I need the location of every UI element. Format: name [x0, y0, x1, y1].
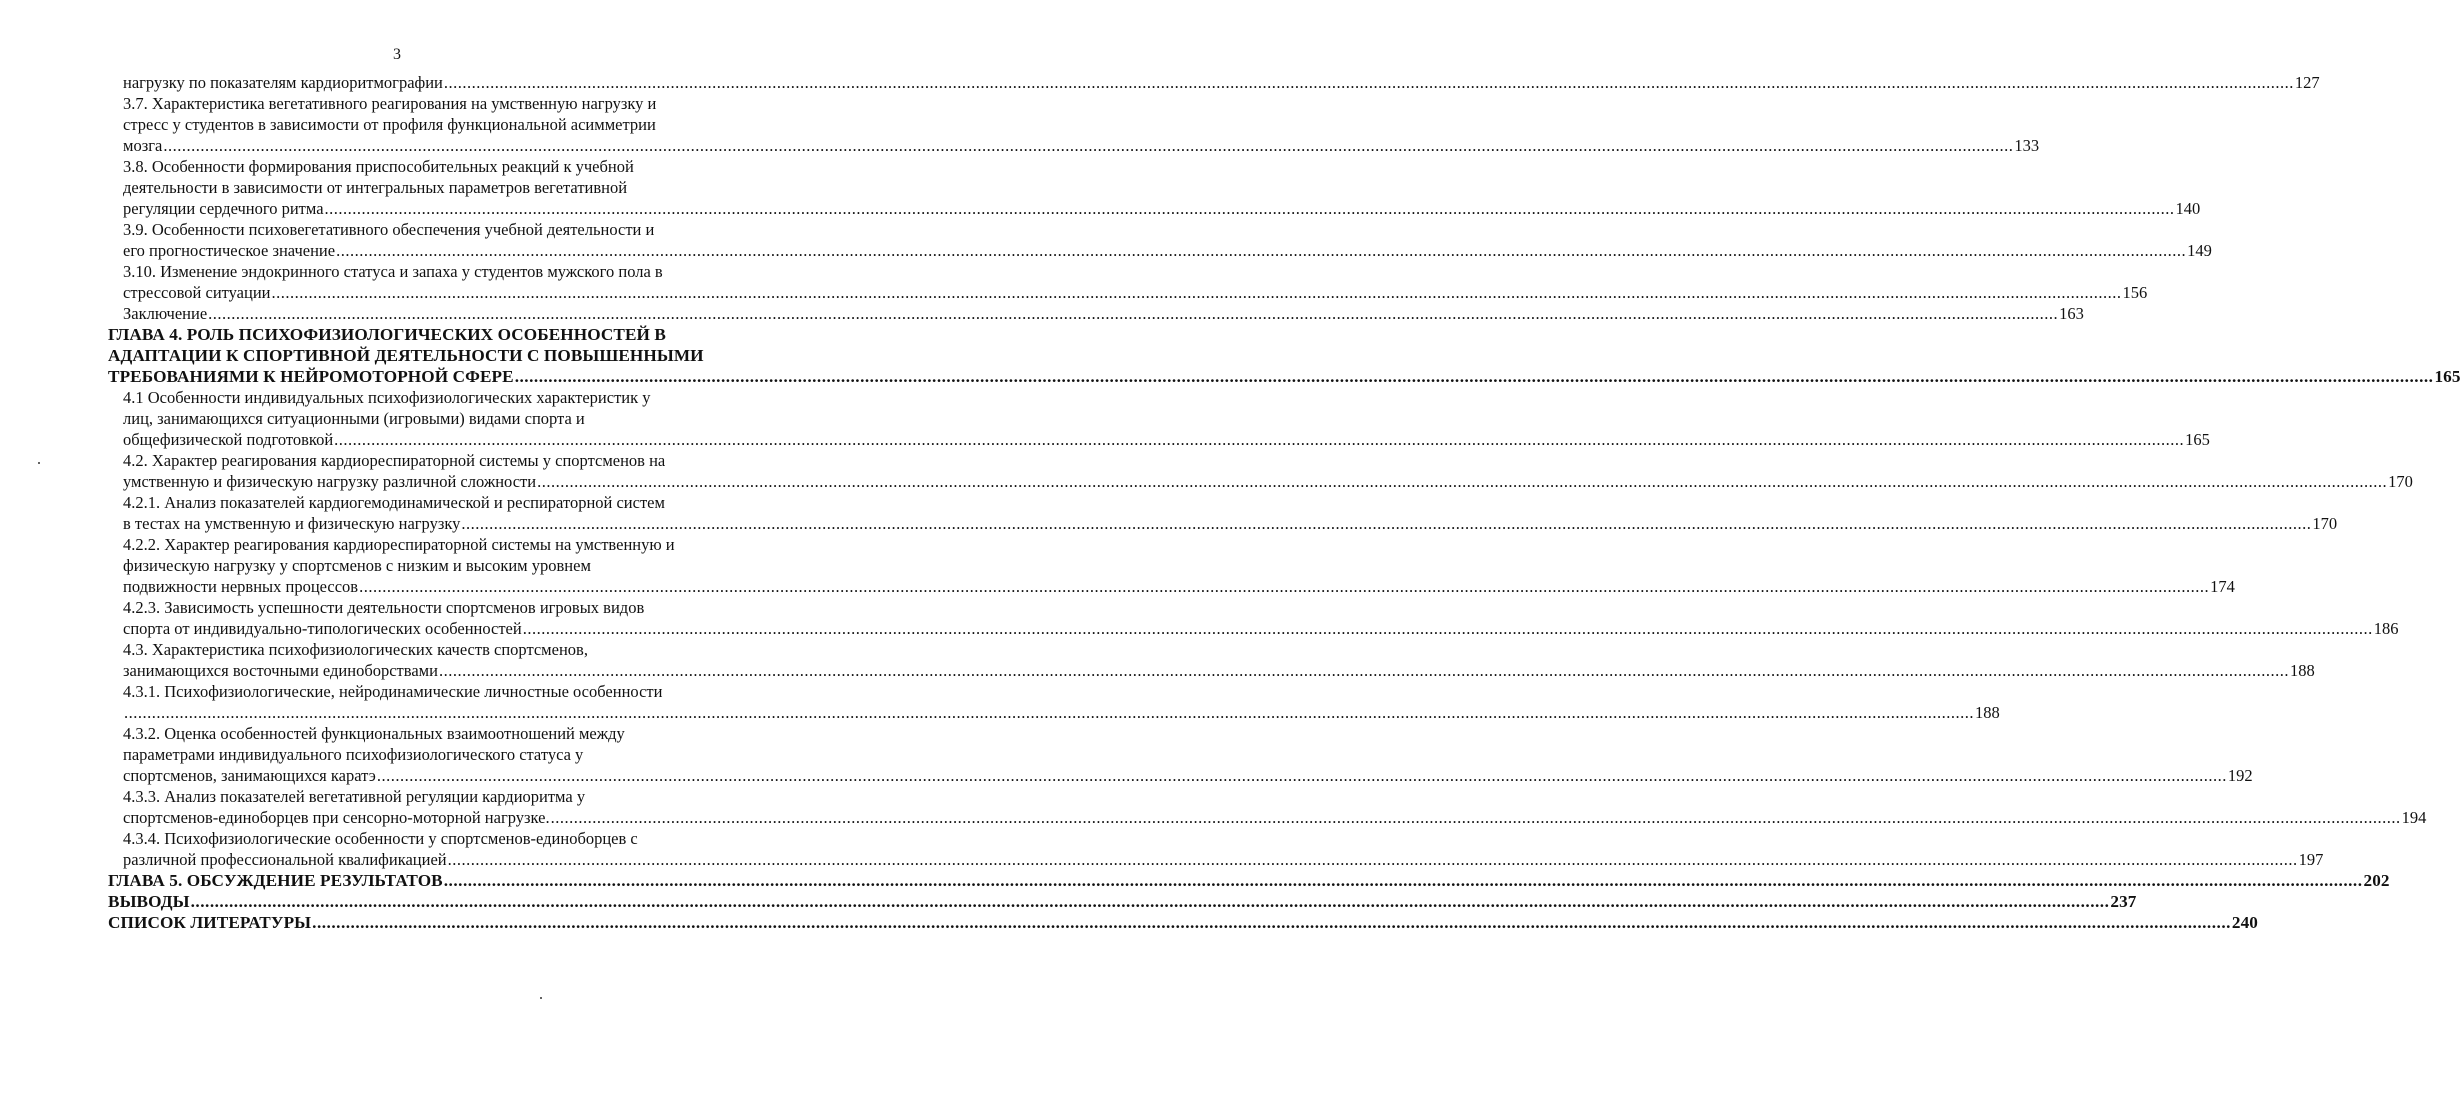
toc-section-entry [108, 534, 2235, 597]
toc-entry-title: в тестах на умственную и физическую нагрузку [123, 514, 461, 533]
toc-entry-leader-line [123, 198, 2201, 219]
toc-entry-line: 4.3.1. Психофизиологические, нейродинамические личностные особенности [123, 682, 663, 701]
toc-page-number: 127 [2294, 73, 2320, 92]
toc-entry-line: 3.8. Особенности формирования приспособительных реакций к учебной [123, 157, 634, 176]
toc-page-number: 240 [2231, 913, 2258, 932]
toc-entry-leader-line [123, 429, 2210, 450]
dot-leader: ................................................................................................................................................................................................................................................................................................................................................................................................................ [443, 871, 2363, 890]
toc-entry-line: физическую нагрузку у спортсменов с низким и высоким уровнем [123, 556, 591, 575]
toc-section-entry [108, 597, 2399, 639]
toc-entry-line: 4.2.3. Зависимость успешности деятельности спортсменов игровых видов [123, 598, 645, 617]
toc-entry-title: Заключение [123, 304, 208, 323]
toc-page-number: 133 [2014, 136, 2040, 155]
toc-entry-line: стресс у студентов в зависимости от профиля функциональной асимметрии [123, 115, 656, 134]
dot-leader: ................................................................................................................................................................................................................................................................................................................................................................................................................ [376, 766, 2227, 785]
toc-entry-line: 3.7. Характеристика вегетативного реагирования на умственную нагрузку и [123, 94, 657, 113]
toc-section-entry [108, 93, 2040, 156]
toc-page-number: 165 [2185, 430, 2210, 449]
dot-leader: ................................................................................................................................................................................................................................................................................................................................................................................................................ [550, 808, 2401, 827]
toc-entry-line: параметрами индивидуального психофизиологического статуса у [123, 745, 584, 764]
toc-entry-title: ГЛАВА 5. ОБСУЖДЕНИЕ РЕЗУЛЬТАТОВ [108, 871, 443, 890]
toc-page-number: 149 [2187, 241, 2212, 260]
toc-entry-line: 4.3. Характеристика психофизиологических качеств спортсменов, [123, 640, 588, 659]
toc-entry-line: 4.3.3. Анализ показателей вегетативной регуляции кардиоритма у [123, 787, 586, 806]
toc-entry-line: 4.2.2. Характер реагирования кардиореспираторной системы на умственную и [123, 535, 675, 554]
toc-entry-line: 4.2.1. Анализ показателей кардиогемодинамической и респираторной систем [123, 493, 665, 512]
page-number: 3 [393, 46, 401, 63]
toc-page-number: 140 [2175, 199, 2201, 218]
toc-chapter-entry [108, 891, 2137, 912]
dot-leader: ................................................................................................................................................................................................................................................................................................................................................................................................................ [163, 136, 2014, 155]
dot-leader: ................................................................................................................................................................................................................................................................................................................................................................................................................ [124, 703, 1974, 722]
toc-entry-leader-line [123, 282, 2148, 303]
toc-page-number: 192 [2227, 766, 2253, 785]
toc-page-number: 188 [2289, 661, 2315, 680]
toc-entry-leader-line [108, 891, 2137, 912]
toc-entry-title: общефизической подготовкой [123, 430, 334, 449]
toc-page-number: 163 [2059, 304, 2084, 323]
toc-chapter-entry [108, 870, 2390, 891]
toc-entry-leader-line [123, 765, 2253, 786]
toc-entry-leader-line [123, 849, 2324, 870]
dot-leader: ................................................................................................................................................................................................................................................................................................................................................................................................................ [447, 850, 2298, 869]
toc-page-number: 165 [2434, 367, 2461, 386]
toc-section-entry [108, 72, 2320, 93]
toc-section-entry [108, 387, 2210, 450]
toc-entry-leader-line [123, 576, 2235, 597]
toc-entry-line: лиц, занимающихся ситуационными (игровыми) видами спорта и [123, 409, 585, 428]
toc-entry-leader-line [123, 135, 2040, 156]
toc-section-entry [108, 723, 2253, 786]
toc-entry-leader-line [123, 807, 2427, 828]
dot-leader: ................................................................................................................................................................................................................................................................................................................................................................................................................ [190, 892, 2110, 911]
dot-leader: ................................................................................................................................................................................................................................................................................................................................................................................................................ [336, 241, 2187, 260]
dot-leader: ................................................................................................................................................................................................................................................................................................................................................................................................................ [461, 514, 2312, 533]
toc-page-number: 237 [2110, 892, 2137, 911]
toc-entry-leader-line [123, 303, 2084, 324]
dot-leader: ................................................................................................................................................................................................................................................................................................................................................................................................................ [514, 367, 2434, 386]
toc-entry-title: занимающихся восточными единоборствами [123, 661, 438, 680]
dot-leader: ................................................................................................................................................................................................................................................................................................................................................................................................................ [324, 199, 2175, 218]
toc-chapter-entry [108, 912, 2258, 933]
toc-entry-title: ВЫВОДЫ [108, 892, 190, 911]
toc-section-entry [108, 639, 2315, 681]
toc-section-entry [108, 261, 2148, 303]
toc-entry-leader-line [123, 513, 2338, 534]
toc-entry-title: нагрузку по показателям кардиоритмографии [123, 73, 443, 92]
toc-entry-title: его прогностическое значение [123, 241, 336, 260]
dot-leader: ................................................................................................................................................................................................................................................................................................................................................................................................................ [537, 472, 2388, 491]
dot-leader: ................................................................................................................................................................................................................................................................................................................................................................................................................ [359, 577, 2210, 596]
toc-entry-title: стрессовой ситуации [123, 283, 271, 302]
toc-entry-leader-line [123, 72, 2320, 93]
scan-speck [38, 462, 40, 464]
toc-entry-leader-line [123, 618, 2399, 639]
toc-page-number: 197 [2298, 850, 2324, 869]
toc-entry-line: 3.10. Изменение эндокринного статуса и запаха у студентов мужского пола в [123, 262, 663, 281]
toc-section-entry [108, 303, 2084, 324]
dot-leader: ................................................................................................................................................................................................................................................................................................................................................................................................................ [522, 619, 2373, 638]
toc-entry-title: спорта от индивидуально-типологических особенностей [123, 619, 522, 638]
toc-entry-title: ТРЕБОВАНИЯМИ К НЕЙРОМОТОРНОЙ СФЕРЕ [108, 367, 514, 386]
toc-entry-line: 4.1 Особенности индивидуальных психофизиологических характеристик у [123, 388, 651, 407]
toc-page-number: 170 [2312, 514, 2338, 533]
scan-speck [540, 997, 542, 999]
toc-section-entry [108, 786, 2427, 828]
toc-entry-title: умственную и физическую нагрузку различной сложности [123, 472, 537, 491]
toc-entry-line: 4.3.4. Психофизиологические особенности у спортсменов-единоборцев с [123, 829, 638, 848]
toc-page-number: 188 [1975, 703, 2000, 722]
toc-entry-title: спортсменов-единоборцев при сенсорно-моторной нагрузке. [123, 808, 550, 827]
toc-page-number: 156 [2122, 283, 2148, 302]
toc-entry-title: СПИСОК ЛИТЕРАТУРЫ [108, 913, 312, 932]
toc-section-entry [108, 828, 2324, 870]
dot-leader: ................................................................................................................................................................................................................................................................................................................................................................................................................ [334, 430, 2185, 449]
dot-leader: ................................................................................................................................................................................................................................................................................................................................................................................................................ [271, 283, 2122, 302]
toc-entry-leader-line [108, 366, 2461, 387]
toc-entry-title: регуляции сердечного ритма [123, 199, 324, 218]
toc-entry-title: подвижности нервных процессов [123, 577, 359, 596]
toc-entry-leader-line [123, 471, 2413, 492]
dot-leader: ................................................................................................................................................................................................................................................................................................................................................................................................................ [208, 304, 2059, 323]
toc-entry-title: мозга [123, 136, 163, 155]
toc-entry-leader-line [108, 912, 2258, 933]
toc-entry-line: 4.3.2. Оценка особенностей функциональных взаимоотношений между [123, 724, 625, 743]
toc-page-number: 194 [2401, 808, 2427, 827]
toc-entry-leader-line [108, 870, 2390, 891]
toc-page-number: 186 [2373, 619, 2399, 638]
toc-entry-line: 4.2. Характер реагирования кардиореспираторной системы у спортсменов на [123, 451, 666, 470]
dot-leader: ................................................................................................................................................................................................................................................................................................................................................................................................................ [312, 913, 2231, 932]
toc-entry-title: различной профессиональной квалификацией [123, 850, 447, 869]
toc-entry-line: деятельности в зависимости от интегральных параметров вегетативной [123, 178, 628, 197]
toc-chapter-entry [108, 324, 2461, 387]
toc-entry-line: ГЛАВА 4. РОЛЬ ПСИХОФИЗИОЛОГИЧЕСКИХ ОСОБЕННОСТЕЙ В [108, 325, 666, 344]
toc-entry-leader-line [123, 660, 2315, 681]
toc-page-number: 170 [2388, 472, 2413, 491]
toc-entry-leader-line [123, 240, 2212, 261]
dot-leader: ................................................................................................................................................................................................................................................................................................................................................................................................................ [443, 73, 2294, 92]
dot-leader: ................................................................................................................................................................................................................................................................................................................................................................................................................ [438, 661, 2289, 680]
toc-entry-leader-line [123, 702, 2000, 723]
toc-section-entry [108, 492, 2338, 534]
toc-entry-line: АДАПТАЦИИ К СПОРТИВНОЙ ДЕЯТЕЛЬНОСТИ С ПОВЫШЕННЫМИ [108, 346, 704, 365]
toc-page-number: 202 [2363, 871, 2390, 890]
toc-section-entry [108, 681, 2000, 723]
toc-section-entry [108, 156, 2201, 219]
toc-entry-line: 3.9. Особенности психовегетативного обеспечения учебной деятельности и [123, 220, 655, 239]
toc-entry-title: спортсменов, занимающихся каратэ [123, 766, 376, 785]
table-of-contents [108, 72, 2461, 933]
toc-section-entry [108, 450, 2413, 492]
toc-page-number: 174 [2210, 577, 2235, 596]
toc-section-entry [108, 219, 2212, 261]
